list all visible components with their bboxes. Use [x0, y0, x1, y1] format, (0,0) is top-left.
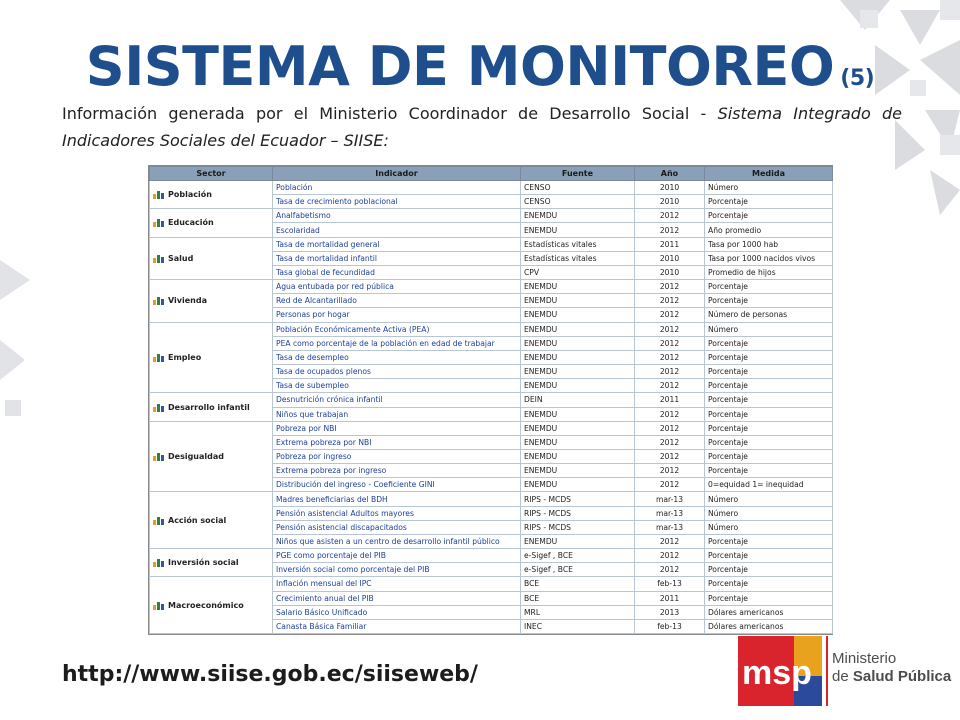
measure-cell: Porcentaje: [705, 449, 833, 463]
source-cell: RIPS - MCDS: [521, 506, 635, 520]
source-cell: ENEMDU: [521, 379, 635, 393]
sector-label: Población: [168, 190, 212, 200]
sector-cell: [150, 181, 273, 209]
source-cell: Estadísticas vitales: [521, 237, 635, 251]
source-cell: ENEMDU: [521, 449, 635, 463]
indicator-cell: Inflación mensual del IPC: [273, 577, 521, 591]
table-header-row: [150, 167, 833, 181]
year-cell: mar-13: [635, 492, 705, 506]
sector-cell: [150, 209, 273, 237]
bar-chart-icon: [153, 452, 164, 461]
indicator-cell: Tasa de crecimiento poblacional: [273, 195, 521, 209]
page-title: [0, 36, 960, 110]
bar-chart-icon: [153, 254, 164, 263]
measure-cell: Número de personas: [705, 308, 833, 322]
measure-cell: Año promedio: [705, 223, 833, 237]
measure-cell: Promedio de hijos: [705, 265, 833, 279]
indicator-cell: Inversión social como porcentaje del PIB: [273, 563, 521, 577]
source-cell: CENSO: [521, 195, 635, 209]
table-row: [150, 181, 833, 195]
measure-cell: Porcentaje: [705, 435, 833, 449]
source-cell: ENEMDU: [521, 280, 635, 294]
measure-cell: Porcentaje: [705, 350, 833, 364]
measure-cell: Número: [705, 506, 833, 520]
indicators-table-grid: [149, 166, 833, 634]
measure-cell: Porcentaje: [705, 464, 833, 478]
measure-cell: Porcentaje: [705, 534, 833, 548]
table-row: [150, 209, 833, 223]
year-cell: 2012: [635, 421, 705, 435]
measure-cell: Porcentaje: [705, 393, 833, 407]
sector-label: Educación: [168, 218, 214, 228]
source-cell: ENEMDU: [521, 534, 635, 548]
year-cell: 2012: [635, 350, 705, 364]
table-row: [150, 421, 833, 435]
year-cell: mar-13: [635, 506, 705, 520]
source-cell: RIPS - MCDS: [521, 520, 635, 534]
measure-cell: Porcentaje: [705, 577, 833, 591]
measure-cell: Porcentaje: [705, 421, 833, 435]
indicator-cell: Extrema pobreza por ingreso: [273, 464, 521, 478]
source-cell: DEIN: [521, 393, 635, 407]
page-number: (5): [840, 66, 875, 91]
bar-chart-icon: [153, 353, 164, 362]
year-cell: 2012: [635, 365, 705, 379]
indicator-cell: Analfabetismo: [273, 209, 521, 223]
sector-label: Vivienda: [168, 296, 207, 306]
source-cell: MRL: [521, 605, 635, 619]
measure-cell: Porcentaje: [705, 294, 833, 308]
header-fuente: Fuente: [521, 167, 635, 181]
indicator-cell: PGE como porcentaje del PIB: [273, 549, 521, 563]
source-cell: ENEMDU: [521, 421, 635, 435]
measure-cell: Número: [705, 492, 833, 506]
measure-cell: Tasa por 1000 nacidos vivos: [705, 251, 833, 265]
year-cell: 2010: [635, 195, 705, 209]
source-cell: BCE: [521, 591, 635, 605]
year-cell: 2012: [635, 379, 705, 393]
sector-cell: [150, 237, 273, 279]
indicator-cell: Tasa de subempleo: [273, 379, 521, 393]
measure-cell: Número: [705, 322, 833, 336]
year-cell: 2012: [635, 563, 705, 577]
table-row: [150, 280, 833, 294]
indicator-cell: Extrema pobreza por NBI: [273, 435, 521, 449]
indicator-cell: Salario Básico Unificado: [273, 605, 521, 619]
year-cell: 2012: [635, 549, 705, 563]
indicator-cell: Tasa de desempleo: [273, 350, 521, 364]
indicator-cell: Escolaridad: [273, 223, 521, 237]
table-row: [150, 549, 833, 563]
table-row: [150, 393, 833, 407]
year-cell: 2010: [635, 265, 705, 279]
source-cell: e-Sigef , BCE: [521, 549, 635, 563]
intro-italic-text: Sistema Integrado de Indicadores Sociales del Ecuador – SIISE:: [62, 104, 902, 150]
measure-cell: Porcentaje: [705, 379, 833, 393]
indicator-cell: Población: [273, 181, 521, 195]
page-title-text: SISTEMA DE MONITOREO: [85, 35, 835, 98]
year-cell: 2012: [635, 407, 705, 421]
logo-line-bold: Salud Pública: [852, 668, 952, 685]
logo-wordmark: [832, 650, 951, 686]
indicator-cell: Niños que trabajan: [273, 407, 521, 421]
bar-chart-icon: [153, 190, 164, 199]
sector-label: Desarrollo infantil: [168, 402, 250, 412]
header-medida: Medida: [705, 167, 833, 181]
sector-cell: [150, 549, 273, 577]
header-indicador: Indicador: [273, 167, 521, 181]
source-cell: ENEMDU: [521, 407, 635, 421]
source-cell: CPV: [521, 265, 635, 279]
logo-line-prefix: de: [832, 668, 853, 685]
indicator-cell: Tasa de ocupados plenos: [273, 365, 521, 379]
sector-cell: [150, 577, 273, 634]
logo-mark-text: msp: [742, 654, 812, 692]
bar-chart-icon: [153, 403, 164, 412]
year-cell: 2010: [635, 251, 705, 265]
table-row: [150, 237, 833, 251]
source-cell: CENSO: [521, 181, 635, 195]
sector-cell: [150, 393, 273, 421]
year-cell: mar-13: [635, 520, 705, 534]
source-cell: ENEMDU: [521, 350, 635, 364]
measure-cell: Dólares americanos: [705, 619, 833, 633]
source-cell: ENEMDU: [521, 478, 635, 492]
source-cell: Estadísticas vitales: [521, 251, 635, 265]
measure-cell: 0=equidad 1= inequidad: [705, 478, 833, 492]
indicator-cell: Distribución del ingreso - Coeficiente GINI: [273, 478, 521, 492]
indicator-cell: Personas por hogar: [273, 308, 521, 322]
bar-chart-icon: [153, 516, 164, 525]
source-url: http://www.siise.gob.ec/siiseweb/: [62, 662, 478, 687]
indicator-cell: Población Económicamente Activa (PEA): [273, 322, 521, 336]
measure-cell: Porcentaje: [705, 549, 833, 563]
source-cell: ENEMDU: [521, 435, 635, 449]
sector-label: Empleo: [168, 352, 202, 362]
measure-cell: Porcentaje: [705, 407, 833, 421]
intro-text: Información generada por el Ministerio Coordinador de Desarrollo Social -: [62, 104, 718, 123]
bar-chart-icon: [153, 601, 164, 610]
source-cell: ENEMDU: [521, 322, 635, 336]
year-cell: 2012: [635, 209, 705, 223]
logo-line-ministerio: Ministerio: [832, 650, 897, 667]
measure-cell: Porcentaje: [705, 209, 833, 223]
sector-cell: [150, 280, 273, 322]
measure-cell: Tasa por 1000 hab: [705, 237, 833, 251]
intro-paragraph: [62, 100, 902, 154]
indicator-cell: Niños que asisten a un centro de desarrollo infantil público: [273, 534, 521, 548]
source-cell: ENEMDU: [521, 223, 635, 237]
table-row: [150, 577, 833, 591]
measure-cell: Porcentaje: [705, 280, 833, 294]
indicator-cell: Pensión asistencial Adultos mayores: [273, 506, 521, 520]
table-body: [150, 181, 833, 634]
year-cell: 2012: [635, 280, 705, 294]
sector-label: Desigualdad: [168, 452, 224, 462]
year-cell: 2012: [635, 336, 705, 350]
measure-cell: Porcentaje: [705, 591, 833, 605]
year-cell: 2012: [635, 464, 705, 478]
source-cell: INEC: [521, 619, 635, 633]
sector-label: Acción social: [168, 515, 227, 525]
year-cell: 2011: [635, 393, 705, 407]
indicator-cell: Agua entubada por red pública: [273, 280, 521, 294]
source-cell: e-Sigef , BCE: [521, 563, 635, 577]
year-cell: 2012: [635, 294, 705, 308]
sector-label: Inversión social: [168, 558, 239, 568]
bar-chart-icon: [153, 558, 164, 567]
measure-cell: Número: [705, 181, 833, 195]
sector-cell: [150, 421, 273, 492]
indicator-cell: Tasa de mortalidad infantil: [273, 251, 521, 265]
table-row: [150, 492, 833, 506]
indicator-cell: Tasa global de fecundidad: [273, 265, 521, 279]
indicator-cell: Pensión asistencial discapacitados: [273, 520, 521, 534]
source-cell: ENEMDU: [521, 209, 635, 223]
year-cell: 2013: [635, 605, 705, 619]
indicators-table: [148, 165, 833, 635]
sector-label: Macroeconómico: [168, 600, 244, 610]
source-cell: ENEMDU: [521, 365, 635, 379]
indicator-cell: Canasta Básica Familiar: [273, 619, 521, 633]
year-cell: 2012: [635, 308, 705, 322]
measure-cell: Porcentaje: [705, 563, 833, 577]
indicator-cell: PEA como porcentaje de la población en edad de trabajar: [273, 336, 521, 350]
indicator-cell: Madres beneficiarias del BDH: [273, 492, 521, 506]
year-cell: feb-13: [635, 619, 705, 633]
source-cell: ENEMDU: [521, 336, 635, 350]
measure-cell: Porcentaje: [705, 336, 833, 350]
year-cell: 2012: [635, 449, 705, 463]
year-cell: 2012: [635, 478, 705, 492]
year-cell: 2011: [635, 591, 705, 605]
year-cell: 2012: [635, 322, 705, 336]
table-row: [150, 322, 833, 336]
sector-cell: [150, 492, 273, 549]
header-ano: Año: [635, 167, 705, 181]
year-cell: 2010: [635, 181, 705, 195]
bar-chart-icon: [153, 296, 164, 305]
source-cell: ENEMDU: [521, 308, 635, 322]
indicator-cell: Tasa de mortalidad general: [273, 237, 521, 251]
sector-cell: [150, 322, 273, 393]
year-cell: 2012: [635, 223, 705, 237]
year-cell: 2012: [635, 435, 705, 449]
indicator-cell: Pobreza por ingreso: [273, 449, 521, 463]
measure-cell: Número: [705, 520, 833, 534]
measure-cell: Dólares americanos: [705, 605, 833, 619]
indicator-cell: Pobreza por NBI: [273, 421, 521, 435]
year-cell: feb-13: [635, 577, 705, 591]
indicator-cell: Red de Alcantarillado: [273, 294, 521, 308]
logo-divider: [826, 636, 828, 706]
decorative-squares-left: [0, 250, 40, 450]
source-cell: BCE: [521, 577, 635, 591]
measure-cell: Porcentaje: [705, 365, 833, 379]
header-sector: Sector: [150, 167, 273, 181]
source-cell: ENEMDU: [521, 294, 635, 308]
source-cell: ENEMDU: [521, 464, 635, 478]
indicator-cell: Crecimiento anual del PIB: [273, 591, 521, 605]
sector-label: Salud: [168, 253, 194, 263]
year-cell: 2011: [635, 237, 705, 251]
indicator-cell: Desnutrición crónica infantil: [273, 393, 521, 407]
bar-chart-icon: [153, 218, 164, 227]
logo-line-salud: [832, 668, 951, 686]
source-cell: RIPS - MCDS: [521, 492, 635, 506]
measure-cell: Porcentaje: [705, 195, 833, 209]
year-cell: 2012: [635, 534, 705, 548]
